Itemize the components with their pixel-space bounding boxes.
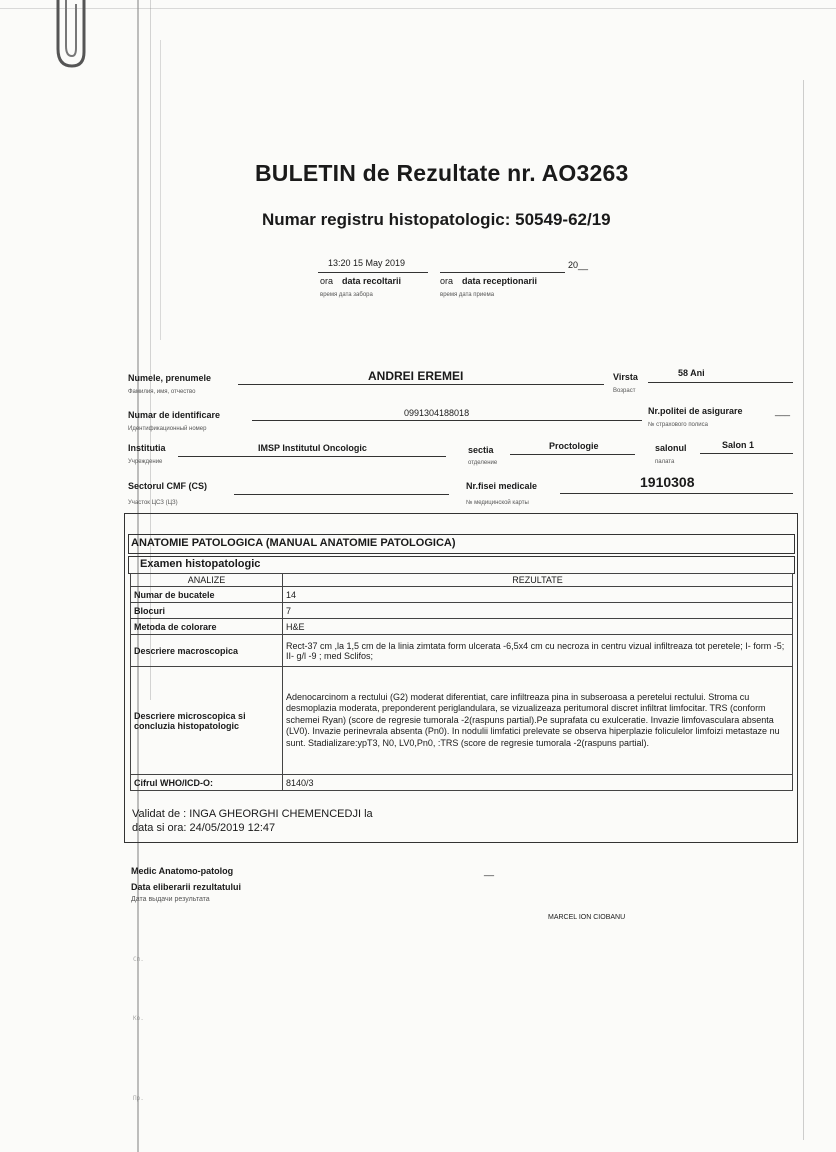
age-label: Virsta (613, 372, 638, 382)
section-value: Proctologie (549, 441, 599, 451)
release-ru: Дата выдачи результата (131, 896, 210, 903)
receive-underline (440, 272, 565, 273)
age-underline (648, 382, 793, 383)
table-row (131, 603, 793, 619)
id-underline (252, 420, 642, 421)
col-analize: ANALIZE (131, 574, 283, 587)
file-ru: № медицинской карты (466, 500, 529, 506)
section-underline (510, 454, 635, 455)
file-underline (560, 493, 793, 494)
paperclip-icon (28, 0, 88, 74)
row-label: Cifrul WHO/ICD-O: (131, 775, 283, 791)
file-number: 1910308 (640, 474, 695, 490)
institution-ru: Учреждение (128, 459, 163, 465)
ora-label-2: ora (440, 276, 454, 286)
cmf-ru: Участок ЦСЗ (ЦЗ) (128, 500, 178, 506)
ora-label-1: ora (320, 276, 334, 286)
section-ru: отделение (468, 460, 498, 466)
row-label: Metoda de colorare (131, 619, 283, 635)
row-value: 7 (283, 603, 793, 619)
id-label: Numar de identificare (128, 410, 221, 420)
policy-ru: № страхового полиса (648, 422, 708, 428)
name-label: Numele, prenumele (128, 373, 212, 383)
receive-ru: время дата приема (440, 292, 495, 298)
table-row (131, 619, 793, 635)
section-label: sectia (468, 445, 494, 455)
row-label: Descriere macroscopica (131, 635, 283, 667)
row-label: Numar de bucatele (131, 587, 283, 603)
scan-artifact-line (0, 8, 836, 9)
age-ru: Возраст (613, 388, 636, 394)
col-rezultate: REZULTATE (283, 574, 793, 587)
scan-artifact-line (803, 80, 804, 1140)
validated-date: data si ora: 24/05/2019 12:47 (132, 822, 276, 834)
name-ru: Фамилия, имя, отчество (128, 389, 196, 395)
patient-name: ANDREI EREMEI (368, 369, 464, 383)
section-title: ANATOMIE PATOLOGICA (MANUAL ANATOMIE PATOLOGICA) (131, 537, 456, 549)
collect-ru: время дата забора (320, 292, 373, 298)
institution-underline (178, 456, 446, 457)
cmf-label: Sectorul CMF (CS) (128, 481, 208, 491)
registry-number: Numar registru histopatologic: 50549-62/19 (262, 210, 611, 229)
margin-stamp-3: Пр. (133, 1095, 144, 1102)
institution-label: Institutia (128, 443, 166, 453)
margin-stamp-2: Ко. (133, 1015, 144, 1022)
table-row (131, 635, 793, 667)
file-label: Nr.fisei medicale (466, 481, 538, 491)
ward-label: salonul (655, 443, 687, 453)
receive-year: 20__ (568, 260, 589, 270)
table-row (131, 775, 793, 791)
collect-label: data recoltarii (342, 276, 402, 286)
row-label: Descriere microscopica si concluzia histopatologic (131, 667, 283, 775)
cmf-underline (234, 494, 449, 495)
validated-by: Validat de : INGA GHEORGHI CHEMENCEDJI la (132, 808, 373, 820)
ward-ru: палата (655, 459, 675, 465)
receive-label: data receptionarii (462, 276, 538, 286)
patient-id: 0991304188018 (404, 408, 470, 418)
policy-label: Nr.politei de asigurare (648, 406, 743, 416)
margin-stamp-1: Сп. (133, 956, 144, 963)
doctor-dash: __ (484, 866, 495, 876)
policy-value: ___ (775, 406, 791, 416)
id-ru: Идентификационный номер (128, 426, 207, 432)
row-value: H&E (283, 619, 793, 635)
row-label: Blocuri (131, 603, 283, 619)
row-value: 14 (283, 587, 793, 603)
table-row (131, 587, 793, 603)
page-title: BULETIN de Rezultate nr. AO3263 (255, 160, 629, 186)
patient-age: 58 Ani (678, 368, 705, 378)
doctor-label: Medic Anatomo-patolog (131, 866, 234, 876)
row-value: 8140/3 (283, 775, 793, 791)
collect-underline (318, 272, 428, 273)
row-value: Rect-37 cm ,la 1,5 cm de la linia zimtata form ulcerata -6,5x4 cm cu necroza in centru vizual infiltreaza tot peretele; I- form -5; II- g/l -9 ; med Sclifos; (283, 635, 793, 667)
signature-name: MARCEL ION CIOBANU (548, 914, 626, 921)
exam-title: Examen histopatologic (140, 558, 261, 570)
collect-datetime: 13:20 15 May 2019 (328, 258, 406, 268)
table-header-row (131, 574, 793, 587)
row-value: Adenocarcinom a rectului (G2) moderat diferentiat, care infiltreaza pina in subseroasa a peretelui rectului. Stroma cu desmoplazia moderata, preponderent periglandulara, se vizualizeaza peritumoral discret infiltrat limfocitar. TRS (conform schemei Ryan) (score de regresie tumorala -2(raspuns partial).Pe suprafata cu exulceratie. Invazie limfovasculara absenta (LV0). Invazie perinevrala absenta (Pn0). In nodulii limfatici prelevate se observa hiperplazie foliculelor limfoizi metastaze nu sunt. Stadializare:ypT3, N0, LV0,Pn0, :TRS (score de regresie tumorala -2(raspuns partial). (283, 667, 793, 775)
results-table (130, 573, 793, 791)
ward-value: Salon 1 (722, 440, 755, 450)
release-label: Data eliberarii rezultatului (131, 882, 242, 892)
institution-value: IMSP Institutul Oncologic (258, 443, 367, 453)
table-row (131, 667, 793, 775)
scan-artifact-line (160, 40, 161, 340)
ward-underline (700, 453, 793, 454)
name-underline (238, 384, 604, 385)
